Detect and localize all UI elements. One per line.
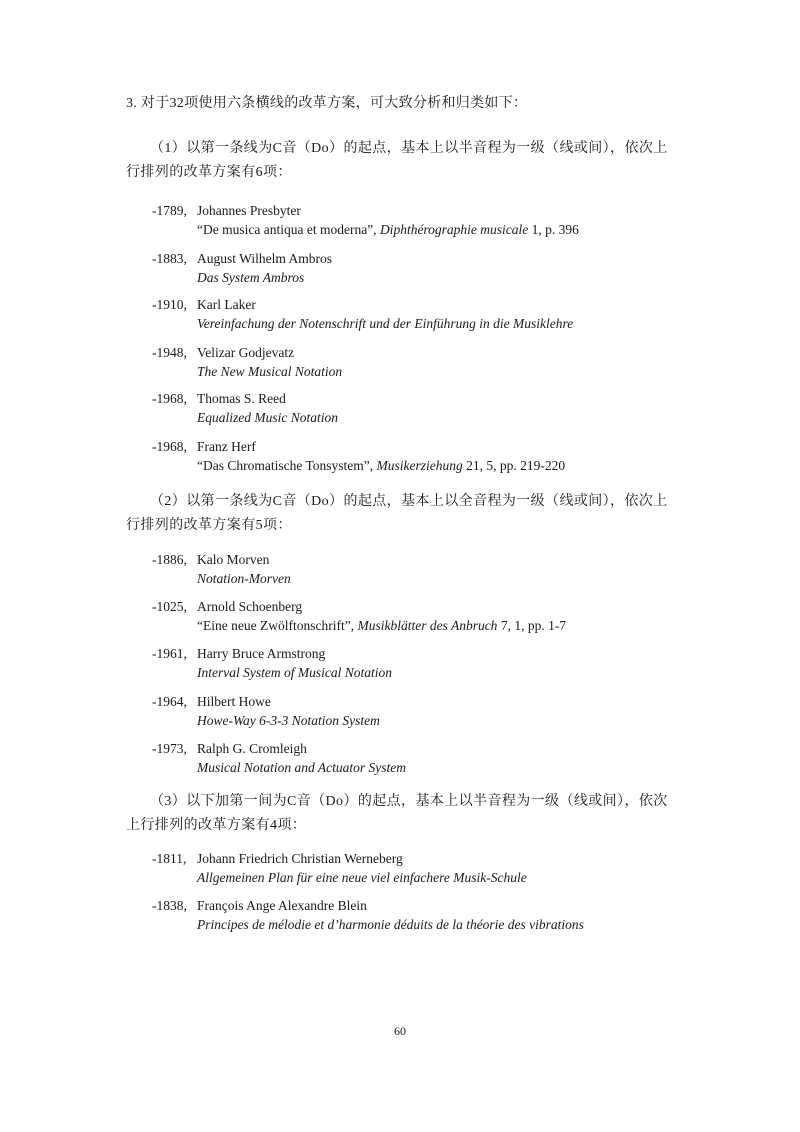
entry-author: François Ange Alexandre Blein: [197, 898, 367, 913]
entry-author: Thomas S. Reed: [197, 391, 286, 406]
entry-year: -1811,: [152, 851, 187, 866]
entry-title: Allgemeinen Plan für eine neue viel einfachere Musik-Schule: [197, 870, 527, 885]
list-item: [152, 739, 712, 777]
entry-title: “De musica antiqua et moderna”,: [197, 222, 377, 237]
entry-year: -1961,: [152, 646, 187, 661]
entry-author: Karl Laker: [197, 297, 256, 312]
entry-title: “Das Chromatische Tonsystem”,: [197, 458, 374, 473]
list-item: [152, 644, 712, 682]
entry-title: Notation-Morven: [197, 571, 291, 586]
entry-author: Ralph G. Cromleigh: [197, 741, 307, 756]
list-item: [152, 550, 712, 588]
entry-source: Musikerziehung: [376, 458, 463, 473]
entry-author: Hilbert Howe: [197, 694, 271, 709]
entry-author: Harry Bruce Armstrong: [197, 646, 326, 661]
entry-author: Kalo Morven: [197, 552, 270, 567]
entry-title: Vereinfachung der Notenschrift und der Einführung in die Musiklehre: [197, 316, 574, 331]
entry-detail: 21, 5, pp. 219-220: [466, 458, 566, 473]
entry-author: Johann Friedrich Christian Werneberg: [197, 851, 403, 866]
entry-year: -1789,: [152, 203, 187, 218]
entry-title: Howe-Way 6-3-3 Notation System: [197, 713, 380, 728]
section-1-intro: （1）以第一条线为C音（Do）的起点，基本上以半音程为一级（线或间），依次上行排列的改革方案有6项：: [126, 141, 668, 180]
section-heading: 3. 对于32项使用六条横线的改革方案，可大致分析和归类如下：: [126, 96, 528, 111]
entry-year: -1968,: [152, 439, 187, 454]
list-item: [152, 692, 712, 730]
entry-year: -1948,: [152, 345, 187, 360]
entry-year: -1973,: [152, 741, 187, 756]
entry-title: The New Musical Notation: [197, 364, 343, 379]
section-2-intro: （2）以第一条线为C音（Do）的起点，基本上以全音程为一级（线或间），依次上行排列的改革方案有5项：: [126, 494, 668, 533]
entry-author: Johannes Presbyter: [197, 203, 301, 218]
entry-year: -1886,: [152, 552, 187, 567]
entry-year: -1910,: [152, 297, 187, 312]
entry-year: -1883,: [152, 251, 187, 266]
list-item: [152, 437, 712, 475]
entry-source: Diphthérographie musicale: [379, 222, 529, 237]
entry-detail: 7, 1, pp. 1-7: [500, 618, 567, 633]
entry-title: Interval System of Musical Notation: [197, 665, 392, 680]
list-item: [152, 389, 712, 427]
entry-title: Musical Notation and Actuator System: [197, 760, 406, 775]
entry-author: Velizar Godjevatz: [197, 345, 295, 360]
entry-source: Musikblätter des Anbruch: [357, 618, 498, 633]
entry-year: -1964,: [152, 694, 187, 709]
list-item: [152, 343, 712, 381]
entry-author: Arnold Schoenberg: [197, 599, 303, 614]
list-item: [152, 201, 712, 239]
entry-detail: 1, p. 396: [531, 222, 579, 237]
list-item: [152, 249, 712, 287]
list-item: [152, 896, 712, 934]
entry-title: Das System Ambros: [197, 270, 305, 285]
page-number: 60: [394, 1024, 406, 1038]
list-item: [152, 849, 712, 887]
entry-title: “Eine neue Zwölftonschrift”,: [197, 618, 355, 633]
entry-title: Equalized Music Notation: [197, 410, 338, 425]
section-3-intro: （3）以下加第一间为C音（Do）的起点，基本上以半音程为一级（线或间），依次上行排列的改革方案有4项：: [126, 794, 668, 833]
list-item: [152, 295, 712, 333]
entry-year: -1838,: [152, 898, 187, 913]
entry-author: August Wilhelm Ambros: [197, 251, 332, 266]
entry-year: -1968,: [152, 391, 187, 406]
entry-year: -1025,: [152, 599, 187, 614]
list-item: [152, 597, 712, 635]
entry-author: Franz Herf: [197, 439, 256, 454]
entry-title: Principes de mélodie et d’harmonie déduits de la théorie des vibrations: [197, 917, 584, 932]
